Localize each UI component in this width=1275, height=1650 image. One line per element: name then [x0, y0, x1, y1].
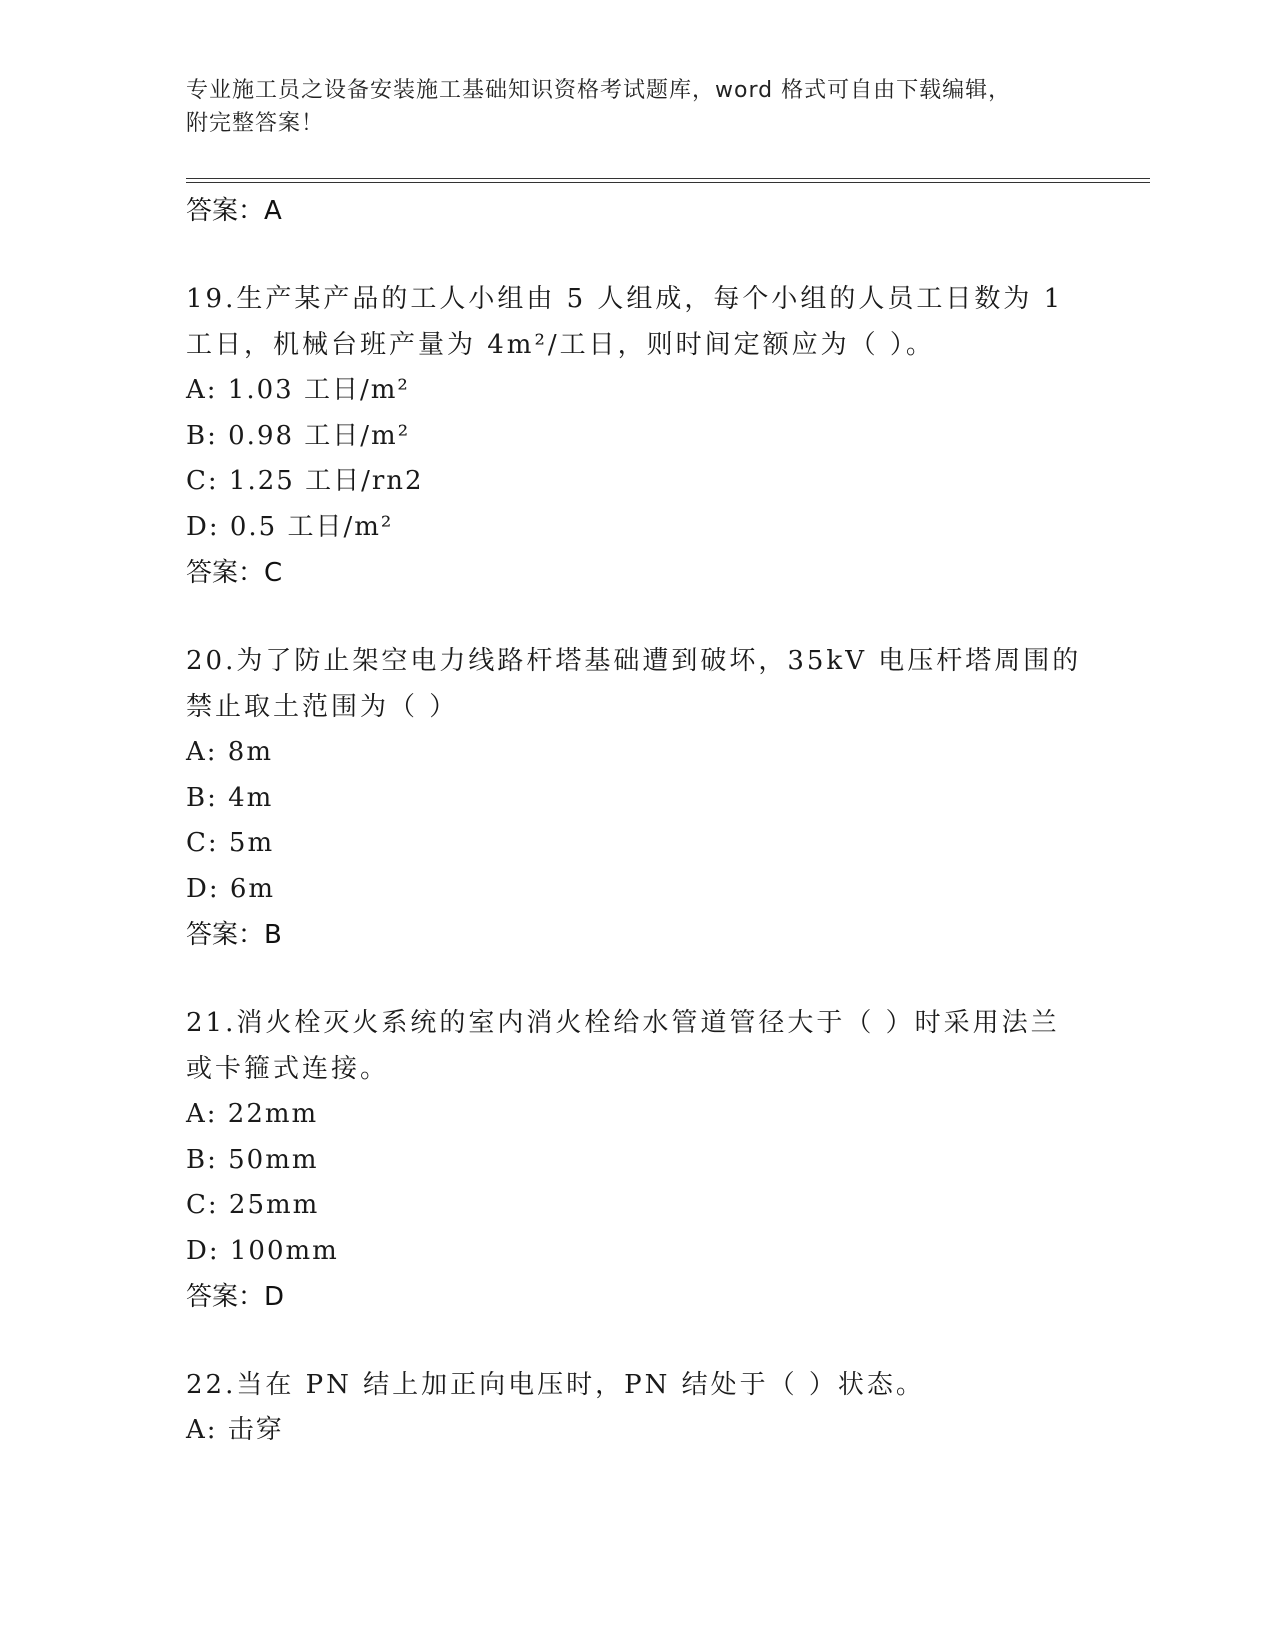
question-text: 22.当在 PN 结上加正向电压时，PN 结处于（ ）状态。	[186, 1370, 925, 1400]
question-text: 19.生产某产品的工人小组由 5 人组成，每个小组的人员工日数为 1 工日，机械台班产量为 4m²/工日，则时间定额应为（ ）。	[186, 284, 1064, 360]
document-body	[186, 188, 1086, 1454]
option-b: B: 0.98 工日/m²	[186, 420, 411, 451]
answer-line: 答案：B	[186, 920, 282, 950]
question-block	[186, 1000, 1086, 1320]
option-d: D: 6m	[186, 873, 276, 904]
header-divider-second	[186, 182, 1150, 183]
answer-line: 答案：A	[186, 196, 282, 226]
option-a: A: 1.03 工日/m²	[186, 375, 410, 405]
question-block	[186, 1362, 1086, 1454]
option-a: A: 8m	[186, 737, 273, 767]
option-c: C: 25mm	[186, 1190, 320, 1220]
option-a: A: 击穿	[186, 1415, 284, 1445]
option-c: C: 5m	[186, 828, 275, 858]
question-text: 21.消火栓灭火系统的室内消火栓给水管道管径大于（ ）时采用法兰或卡箍式连接。	[186, 1008, 1060, 1084]
document-header	[186, 74, 1066, 140]
header-divider	[186, 178, 1150, 179]
option-b: B: 50mm	[186, 1144, 319, 1175]
answer-line: 答案：D	[186, 1282, 285, 1312]
question-block	[186, 638, 1086, 958]
option-d: D: 100mm	[186, 1235, 339, 1266]
option-a: A: 22mm	[186, 1099, 319, 1129]
option-d: D: 0.5 工日/m²	[186, 511, 394, 542]
option-b: B: 4m	[186, 782, 274, 813]
option-c: C: 1.25 工日/rn2	[186, 466, 424, 496]
question-text: 20.为了防止架空电力线路杆塔基础遭到破坏，35kV 电压杆塔周围的禁止取土范围为（ ）	[186, 646, 1082, 722]
header-line-1: 专业施工员之设备安装施工基础知识资格考试题库，word 格式可自由下载编辑，	[186, 78, 1012, 103]
header-line-2: 附完整答案！	[186, 111, 325, 136]
question-block	[186, 276, 1086, 596]
answer-line: 答案：C	[186, 558, 283, 588]
